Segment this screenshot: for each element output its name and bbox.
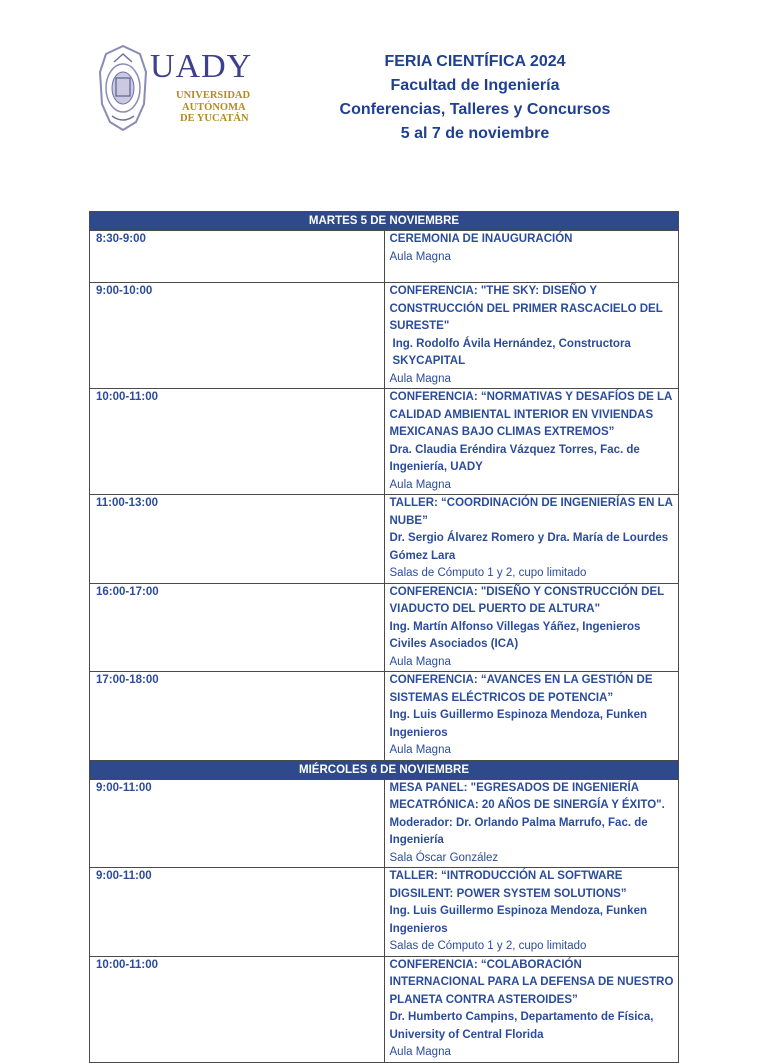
event-time: 9:00-11:00 xyxy=(90,779,385,868)
schedule-table xyxy=(89,211,679,1063)
event-details xyxy=(384,495,679,584)
event-title: TALLER: “COORDINACIÓN DE INGENIERÍAS EN LA NUBE” xyxy=(389,497,673,527)
event-place: Salas de Cómputo 1 y 2, cupo limitado xyxy=(389,567,587,579)
event-place: Aula Magna xyxy=(389,372,451,385)
event-speaker: Ing. Martín Alfonso Villegas Yáñez, Ingenieros Civiles Asociados (ICA) xyxy=(389,620,641,650)
event-row xyxy=(90,231,679,283)
event-row xyxy=(90,495,679,584)
event-details xyxy=(384,231,679,283)
uady-logo xyxy=(96,44,256,134)
event-row xyxy=(90,283,679,389)
event-speaker: Ing. Rodolfo Ávila Hernández, Constructora SKYCAPITAL xyxy=(392,337,631,367)
day-title: MIÉRCOLES 6 DE NOVIEMBRE xyxy=(90,760,679,779)
day-header-row xyxy=(90,760,679,779)
event-time: 10:00-11:00 xyxy=(90,389,385,495)
event-time: 11:00-13:00 xyxy=(90,495,385,584)
event-place: Aula Magna xyxy=(389,744,451,756)
event-title: CONFERENCIA: “AVANCES EN LA GESTIÓN DE SISTEMAS ELÉCTRICOS DE POTENCIA” xyxy=(389,674,653,704)
event-details xyxy=(384,868,679,957)
event-title: TALLER: “INTRODUCCIÓN AL SOFTWARE DIGSILENT: POWER SYSTEM SOLUTIONS” xyxy=(389,870,627,900)
event-title: CONFERENCIA: "THE SKY: DISEÑO Y CONSTRUCCIÓN DEL PRIMER RASCACIELO DEL SURESTE" xyxy=(389,285,663,332)
event-details xyxy=(384,672,679,761)
event-title: CONFERENCIA: “NORMATIVAS Y DESAFÍOS DE LA CALIDAD AMBIENTAL INTERIOR EN VIVIENDAS MEXICANAS BAJO CLIMAS EXTREMOS” xyxy=(389,391,672,438)
event-place: Aula Magna xyxy=(389,1046,451,1058)
event-row xyxy=(90,672,679,761)
event-speaker: Dr. Sergio Álvarez Romero y Dra. María de Lourdes Gómez Lara xyxy=(389,532,669,562)
event-details xyxy=(384,283,679,389)
university-seal-icon xyxy=(96,44,150,132)
event-row xyxy=(90,779,679,868)
event-speaker: Dr. Humberto Campins, Departamento de Física, University of Central Florida xyxy=(389,1011,654,1041)
event-row xyxy=(90,583,679,672)
event-place: Salas de Cómputo 1 y 2, cupo limitado xyxy=(389,940,587,952)
event-details xyxy=(384,583,679,672)
event-title: CONFERENCIA: “COLABORACIÓN INTERNACIONAL PARA LA DEFENSA DE NUESTRO PLANETA CONTRA ASTEROIDES” xyxy=(389,958,674,1006)
day-header-row xyxy=(90,212,679,231)
event-speaker: Moderador: Dr. Orlando Palma Marrufo, Fac. de Ingeniería xyxy=(389,816,648,846)
event-speaker: Ing. Luis Guillermo Espinoza Mendoza, Funken Ingenieros xyxy=(389,709,647,739)
day-title: MARTES 5 DE NOVIEMBRE xyxy=(90,212,679,231)
event-speaker: Ing. Luis Guillermo Espinoza Mendoza, Funken Ingenieros xyxy=(389,905,647,935)
header-line-2: Facultad de Ingeniería xyxy=(390,77,560,94)
header-line-3: Conferencias, Talleres y Concursos xyxy=(339,101,611,118)
event-details xyxy=(384,956,679,1062)
event-title: CEREMONIA DE INAUGURACIÓN xyxy=(389,233,573,245)
logo-wordmark: UADY xyxy=(150,48,253,85)
event-time: 17:00-18:00 xyxy=(90,672,385,761)
header-line-4: 5 al 7 de noviembre xyxy=(400,125,550,142)
event-place: Aula Magna xyxy=(389,250,451,263)
event-row xyxy=(90,389,679,495)
event-time: 8:30-9:00 xyxy=(90,231,385,283)
event-time: 9:00-10:00 xyxy=(90,283,385,389)
event-row xyxy=(90,868,679,957)
event-time: 16:00-17:00 xyxy=(90,583,385,672)
document-header xyxy=(300,50,650,146)
event-title: CONFERENCIA: "DISEÑO Y CONSTRUCCIÓN DEL VIADUCTO DEL PUERTO DE ALTURA" xyxy=(389,585,664,615)
event-time: 9:00-11:00 xyxy=(90,868,385,957)
header-line-1: FERIA CIENTÍFICA 2024 xyxy=(384,53,566,70)
event-place: Aula Magna xyxy=(389,478,451,491)
event-details xyxy=(384,779,679,868)
event-row xyxy=(90,956,679,1062)
logo-university-name: UNIVERSIDAD AUTÓNOMA DE YUCATÁN xyxy=(176,90,251,124)
event-time: 10:00-11:00 xyxy=(90,956,385,1062)
event-place: Sala Óscar González xyxy=(389,851,499,864)
event-speaker: Dra. Claudia Eréndira Vázquez Torres, Fac. de Ingeniería, UADY xyxy=(389,443,640,473)
event-title: MESA PANEL: "EGRESADOS DE INGENIERÍA MECATRÓNICA: 20 AÑOS DE SINERGÍA Y ÉXITO". xyxy=(389,781,665,811)
event-details xyxy=(384,389,679,495)
event-place: Aula Magna xyxy=(389,655,451,668)
